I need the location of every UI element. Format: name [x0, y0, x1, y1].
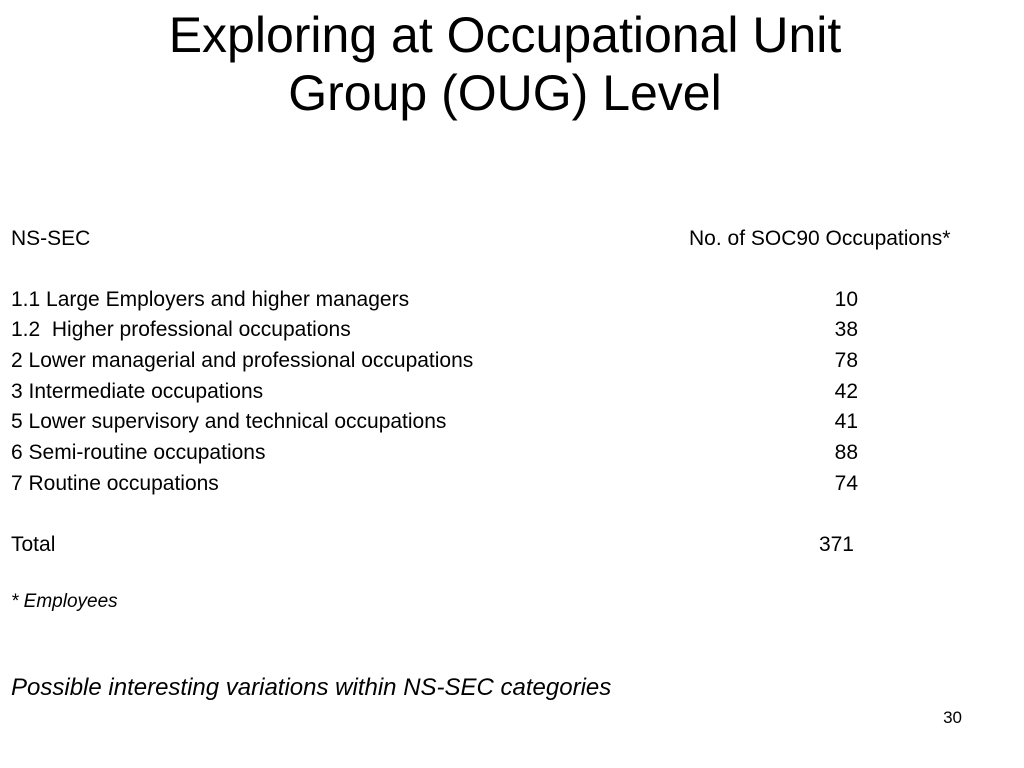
title-line-1: Exploring at Occupational Unit	[168, 7, 842, 63]
closing-note: Possible interesting variations within NS-SEC categories	[11, 674, 612, 701]
row-label: 1.2 Higher professional occupations	[11, 318, 351, 341]
column-header-occupations: No. of SOC90 Occupations*	[689, 227, 951, 250]
row-label: 3 Intermediate occupations	[11, 380, 264, 403]
column-header-ns-sec: NS-SEC	[11, 227, 91, 250]
row-value: 78	[834, 349, 858, 372]
row-value: 74	[834, 472, 858, 495]
total-label: Total	[11, 533, 56, 556]
row-label: 2 Lower managerial and professional occupations	[11, 349, 474, 372]
row-label: 1.1 Large Employers and higher managers	[11, 288, 410, 311]
page-number: 30	[943, 708, 962, 727]
row-value: 42	[834, 380, 858, 403]
footnote: * Employees	[11, 591, 118, 612]
row-value: 10	[834, 288, 858, 311]
title-line-2: Group (OUG) Level	[288, 65, 722, 121]
row-label: 6 Semi-routine occupations	[11, 441, 266, 464]
row-value: 41	[834, 410, 858, 433]
slide-title	[0, 6, 1010, 122]
row-value: 88	[834, 441, 858, 464]
total-value: 371	[818, 533, 854, 556]
row-label: 7 Routine occupations	[11, 472, 219, 495]
row-label: 5 Lower supervisory and technical occupations	[11, 410, 447, 433]
row-value: 38	[834, 318, 858, 341]
